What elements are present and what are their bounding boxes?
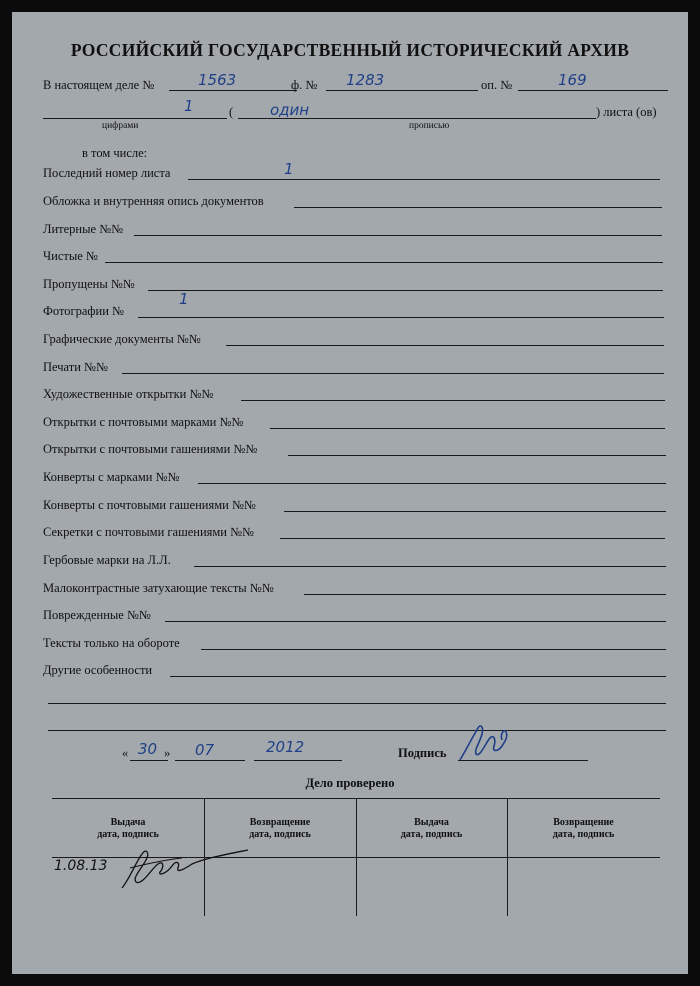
opis-number-label: оп. №	[481, 78, 513, 92]
field-value: 1	[284, 160, 294, 178]
field-underline	[148, 290, 663, 291]
field-underline	[138, 317, 664, 318]
date-year-underline	[254, 760, 342, 761]
field-label: Печати №№	[43, 360, 108, 374]
col-header-line1: Выдача	[110, 817, 146, 828]
field-label: Фотографии №	[43, 304, 124, 318]
date-day-value: 30	[138, 740, 158, 758]
field-underline	[194, 566, 666, 567]
field-label: Обложка и внутренняя опись документов	[43, 194, 264, 208]
sheets-count-digits: 1	[184, 97, 194, 115]
field-underline	[122, 373, 664, 374]
field-underline	[304, 594, 666, 595]
col-header-line1: Возвращение	[249, 817, 311, 828]
field-underline	[241, 400, 665, 401]
caption-digits: цифрами	[102, 121, 139, 131]
date-close-quote: »	[164, 746, 171, 760]
field-underline	[284, 511, 666, 512]
blank-line	[48, 730, 666, 731]
field-label: Малоконтрастные затухающие тексты №№	[43, 581, 274, 595]
field-underline	[294, 207, 662, 208]
date-month-underline	[175, 760, 245, 761]
field-underline	[198, 483, 666, 484]
case-number-label: В настоящем деле №	[43, 78, 155, 92]
field-label: Секретки с почтовыми гашениями №№	[43, 525, 254, 539]
fond-number-underline	[326, 90, 478, 91]
field-label: Чистые №	[43, 249, 98, 263]
date-year-value: 2012	[266, 738, 305, 756]
checked-entry-signature	[116, 838, 256, 898]
field-label: Последний номер листа	[43, 166, 171, 180]
field-label: Художественные открытки №№	[43, 387, 214, 401]
field-label: Другие особенности	[43, 663, 153, 677]
checked-entry-date: 1.08.13	[54, 858, 108, 874]
date-open-quote: «	[122, 746, 129, 760]
field-underline	[201, 649, 666, 650]
sheets-suffix-label: ) листа (ов)	[596, 105, 657, 119]
field-underline	[105, 262, 663, 263]
field-label: Поврежденные №№	[43, 608, 151, 622]
sheets-digits-underline	[43, 118, 227, 119]
field-label: Конверты с марками №№	[43, 470, 180, 484]
field-underline	[134, 235, 662, 236]
col-header-line1: Возвращение	[553, 817, 614, 828]
signature-mark	[456, 720, 526, 764]
date-day-underline	[130, 760, 168, 761]
field-label: Тексты только на обороте	[43, 636, 180, 650]
field-label: Графические документы №№	[43, 332, 201, 346]
field-label: Гербовые марки на Л.Л.	[43, 553, 171, 567]
open-paren: (	[229, 105, 234, 119]
blank-line	[48, 703, 666, 704]
field-label: Литерные №№	[43, 222, 124, 236]
col-header-line1: Выдача	[414, 817, 449, 828]
field-label: Конверты с почтовыми гашениями №№	[43, 498, 256, 512]
date-month-value: 07	[195, 741, 215, 759]
archive-form-sheet	[12, 12, 688, 974]
field-underline	[188, 179, 660, 180]
field-value: 1	[179, 290, 189, 308]
opis-number-underline	[518, 90, 668, 91]
checked-title: Дело проверено	[305, 776, 395, 790]
field-label: Открытки с почтовыми марками №№	[43, 415, 244, 429]
archive-title: РОССИЙСКИЙ ГОСУДАРСТВЕННЫЙ ИСТОРИЧЕСКИЙ АРХИВ	[70, 40, 630, 60]
sheets-count-words: один	[270, 101, 310, 119]
checked-col-header	[356, 817, 507, 841]
field-label: Пропущены №№	[43, 277, 135, 291]
opis-number-value: 169	[558, 71, 587, 89]
signature-label: Подпись	[398, 746, 447, 760]
including-label: в том числе:	[82, 146, 148, 160]
col-header-line2: дата, подпись	[552, 829, 615, 840]
col-header-line2: дата, подпись	[249, 829, 311, 840]
checked-col-header	[507, 817, 660, 841]
field-underline	[288, 455, 666, 456]
col-header-line2: дата, подпись	[97, 829, 159, 840]
case-number-underline	[169, 90, 297, 91]
fond-number-value: 1283	[346, 71, 385, 89]
caption-words: прописью	[409, 121, 450, 131]
field-underline	[165, 621, 666, 622]
field-underline	[270, 428, 665, 429]
field-label: Открытки с почтовыми гашениями №№	[43, 442, 258, 456]
field-underline	[226, 345, 664, 346]
fond-number-label: ф. №	[291, 78, 318, 92]
col-header-line2: дата, подпись	[400, 829, 463, 840]
field-underline	[170, 676, 666, 677]
case-number-value: 1563	[198, 71, 237, 89]
field-underline	[280, 538, 665, 539]
